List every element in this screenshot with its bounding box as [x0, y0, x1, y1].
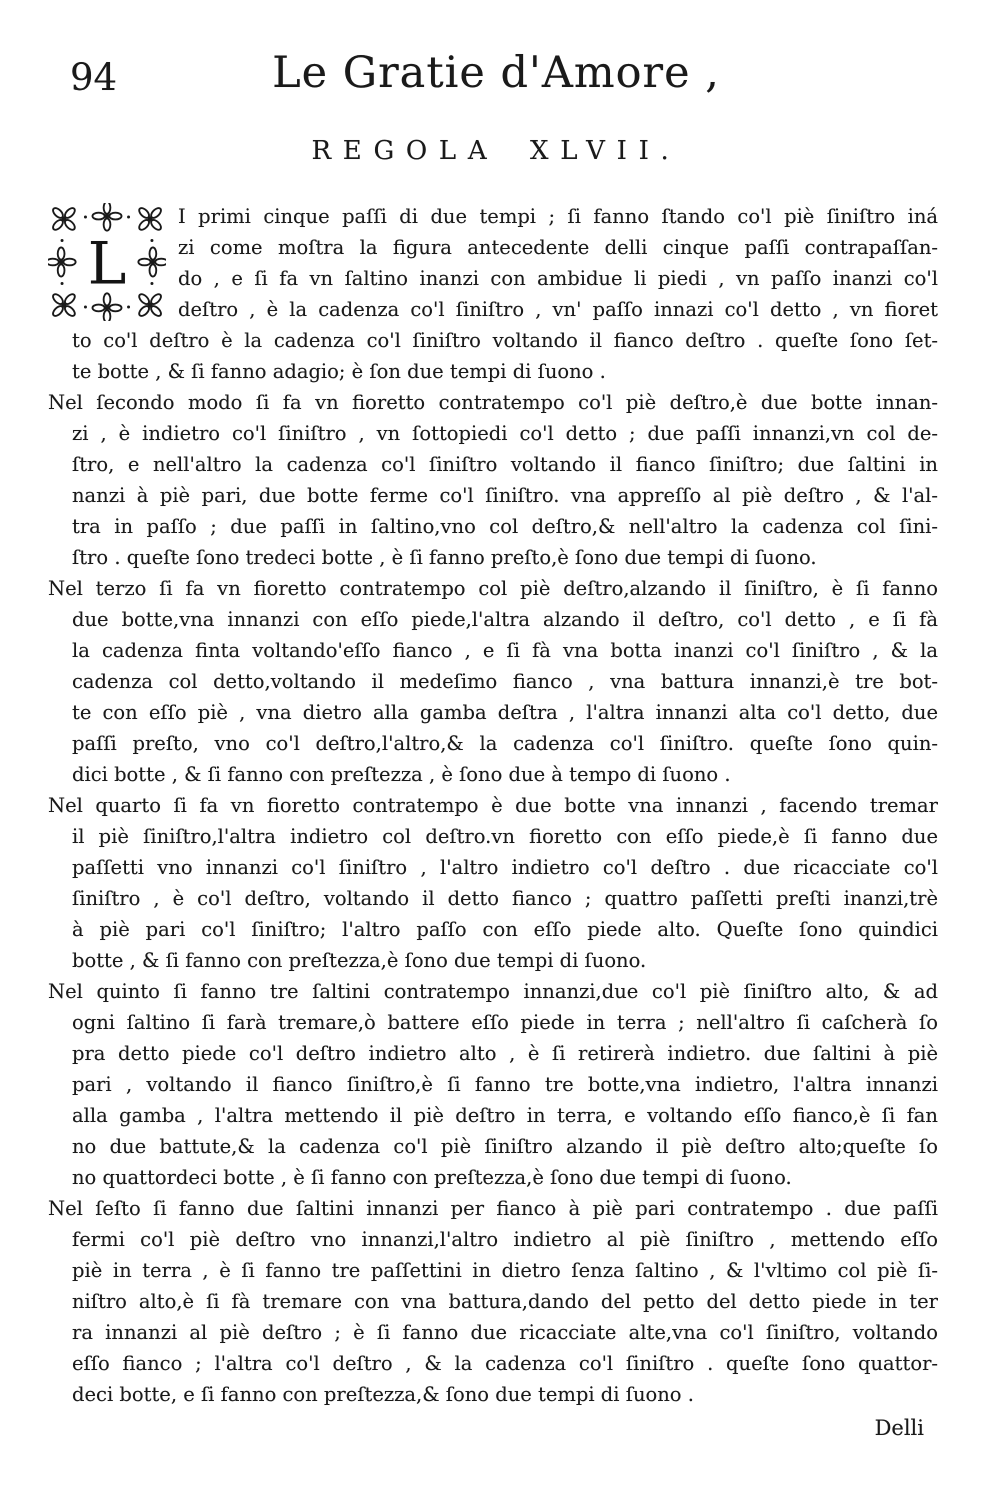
text-line: paſſetti vno innanzi co'l ſiniſtro , l'altro indietro co'l deſtro . due ricacciate co'l	[72, 856, 938, 879]
paragraph-6	[48, 1193, 938, 1410]
text-line: zi come moſtra la figura antecedente delli cinque paſſi contrapaſſan-	[178, 236, 938, 259]
text-line: I primi cinque paſſi di due tempi ; ſi fanno ſtando co'l piè ſiniſtro iná	[178, 205, 938, 228]
text-line: ſiniſtro , è co'l deſtro, voltando il detto fianco ; quattro paſſetti preſti inanzi,trè	[72, 887, 938, 910]
paragraph-1-lines-below-initial	[48, 325, 938, 387]
text-line: ſtro . queſte ſono tredeci botte , è ſi fanno preſto,è ſono due tempi di ſuono.	[72, 546, 817, 569]
text-line: Nel terzo ſi fa vn fioretto contratempo col piè deſtro,alzando il ſiniſtro, è ſi fanno	[48, 577, 938, 600]
text-line: botte , & ſi fanno con preſtezza,è ſono due tempi di ſuono.	[72, 949, 647, 972]
text-line: niſtro alto,è ſi fà tremare con vna battura,dando del petto del detto piede in ter	[72, 1290, 938, 1313]
text-line: pra detto piede co'l deſtro indietro alto , è ſi retirerà indietro. due ſaltini à piè	[72, 1042, 938, 1065]
text-line: Nel quinto ſi fanno tre ſaltini contratempo innanzi,due co'l piè ſiniſtro alto, & ad	[48, 980, 938, 1003]
paragraph-4	[48, 790, 938, 976]
text-line: fermi co'l piè deſtro vno innanzi,l'altro indietro al piè ſiniſtro , mettendo eſſo	[72, 1228, 938, 1251]
text-line: no due battute,& la cadenza co'l piè ſiniſtro alzando il piè deſtro alto;queſte ſo	[72, 1135, 938, 1158]
text-line: eſſo fianco ; l'altra co'l deſtro , & la cadenza co'l ſiniſtro . queſte ſono quattor-	[72, 1352, 938, 1375]
paragraph-5	[48, 976, 938, 1193]
paragraph-1	[48, 201, 938, 387]
paragraph-1-lines-beside-initial	[48, 201, 938, 325]
text-line: due botte,vna innanzi con eſſo piede,l'altra alzando il deſtro, co'l detto , e ſi fà	[72, 608, 938, 631]
text-line: to co'l deſtro è la cadenza co'l ſiniſtro voltando il fianco deſtro . queſte ſono ſet-	[72, 329, 938, 352]
running-title: Le Gratie d'Amore ,	[272, 48, 720, 98]
text-line: ſtro, e nell'altro la cadenza co'l ſiniſtro voltando il fianco ſiniſtro; due ſaltini in	[72, 453, 938, 476]
text-line: nanzi à piè pari, due botte ferme co'l ſiniſtro. vna appreſſo al piè deſtro , & l'al-	[72, 484, 938, 507]
text-line: dici botte , & ſi fanno con preſtezza , è ſono due à tempo di ſuono .	[72, 763, 731, 786]
ornamental-initial-border	[48, 203, 166, 321]
text-line: cadenza col detto,voltando il medeſimo fianco , vna battura innanzi,è tre bot-	[72, 670, 938, 693]
text-line: à piè pari co'l ſiniſtro; l'altro paſſo con eſſo piede alto. Queſte ſono quindici	[72, 918, 938, 941]
text-line: la cadenza finta voltando'eſſo fianco , e ſi fà vna botta inanzi co'l ſiniſtro , & la	[72, 639, 938, 662]
ornamental-initial	[48, 201, 178, 325]
text-line: zi , è indietro co'l ſiniſtro , vn ſottopiedi co'l detto ; due paſſi innanzi,vn col de-	[72, 422, 938, 445]
page-number: 94	[70, 56, 118, 99]
text-line: te botte , & ſi fanno adagio; è ſon due tempi di ſuono .	[72, 360, 606, 383]
text-line: Nel ſeſto ſi fanno due ſaltini innanzi per fianco à piè pari contratempo . due paſſi	[48, 1197, 938, 1220]
text-line: no quattordeci botte , è ſi fanno con preſtezza,è ſono due tempi di ſuono.	[72, 1166, 792, 1189]
text-line: deſtro , è la cadenza co'l ſiniſtro , vn' paſſo innazi co'l detto , vn fioret	[178, 298, 938, 321]
section-heading: REGOLA XLVII.	[311, 136, 681, 166]
text-line: pari , voltando il fianco ſiniſtro,è ſi fanno tre botte,vna indietro, l'altra innanzi	[72, 1073, 938, 1096]
text-line: deci botte, e ſi fanno con preſtezza,& ſono due tempi di ſuono .	[72, 1383, 694, 1406]
text-block	[48, 201, 938, 1444]
catchword: Delli	[874, 1416, 924, 1440]
text-line: paſſi preſto, vno co'l deſtro,l'altro,& la cadenza co'l ſiniſtro. queſte ſono quin-	[72, 732, 938, 755]
text-line: Nel quarto ſi fa vn fioretto contratempo è due botte vna innanzi , facendo tremar	[48, 794, 938, 817]
text-line: ogni ſaltino ſi farà tremare,ò battere eſſo piede in terra ; nell'altro ſi caſcherà ſo	[72, 1011, 938, 1034]
text-line: piè in terra , è ſi fanno tre paſſettini in dietro ſenza ſaltino , & l'vltimo col piè ſi-	[72, 1259, 938, 1282]
text-line: tra in paſſo ; due paſſi in ſaltino,vno col deſtro,& nell'altro la cadenza col ſini-	[72, 515, 938, 538]
text-line: alla gamba , l'altra mettendo il piè deſtro in terra, e voltando eſſo fianco,è ſi fan	[72, 1104, 938, 1127]
drop-cap-letter: L	[87, 229, 127, 298]
paragraph-2	[48, 387, 938, 573]
text-line: do , e ſi fa vn ſaltino inanzi con ambidue li piedi , vn paſſo inanzi co'l	[178, 267, 938, 290]
text-line: il piè ſiniſtro,l'altra indietro col deſtro.vn fioretto con eſſo piede,è ſi fanno due	[72, 825, 938, 848]
text-line: te con eſſo piè , vna dietro alla gamba deſtra , l'altra innanzi alta co'l detto, due	[72, 701, 938, 724]
paragraph-3	[48, 573, 938, 790]
text-line: ra innanzi al piè deſtro ; è ſi fanno due ricacciate alte,vna co'l ſiniſtro, voltando	[72, 1321, 938, 1344]
text-line: Nel ſecondo modo ſi fa vn fioretto contratempo co'l piè deſtro,è due botte innan-	[48, 391, 938, 414]
